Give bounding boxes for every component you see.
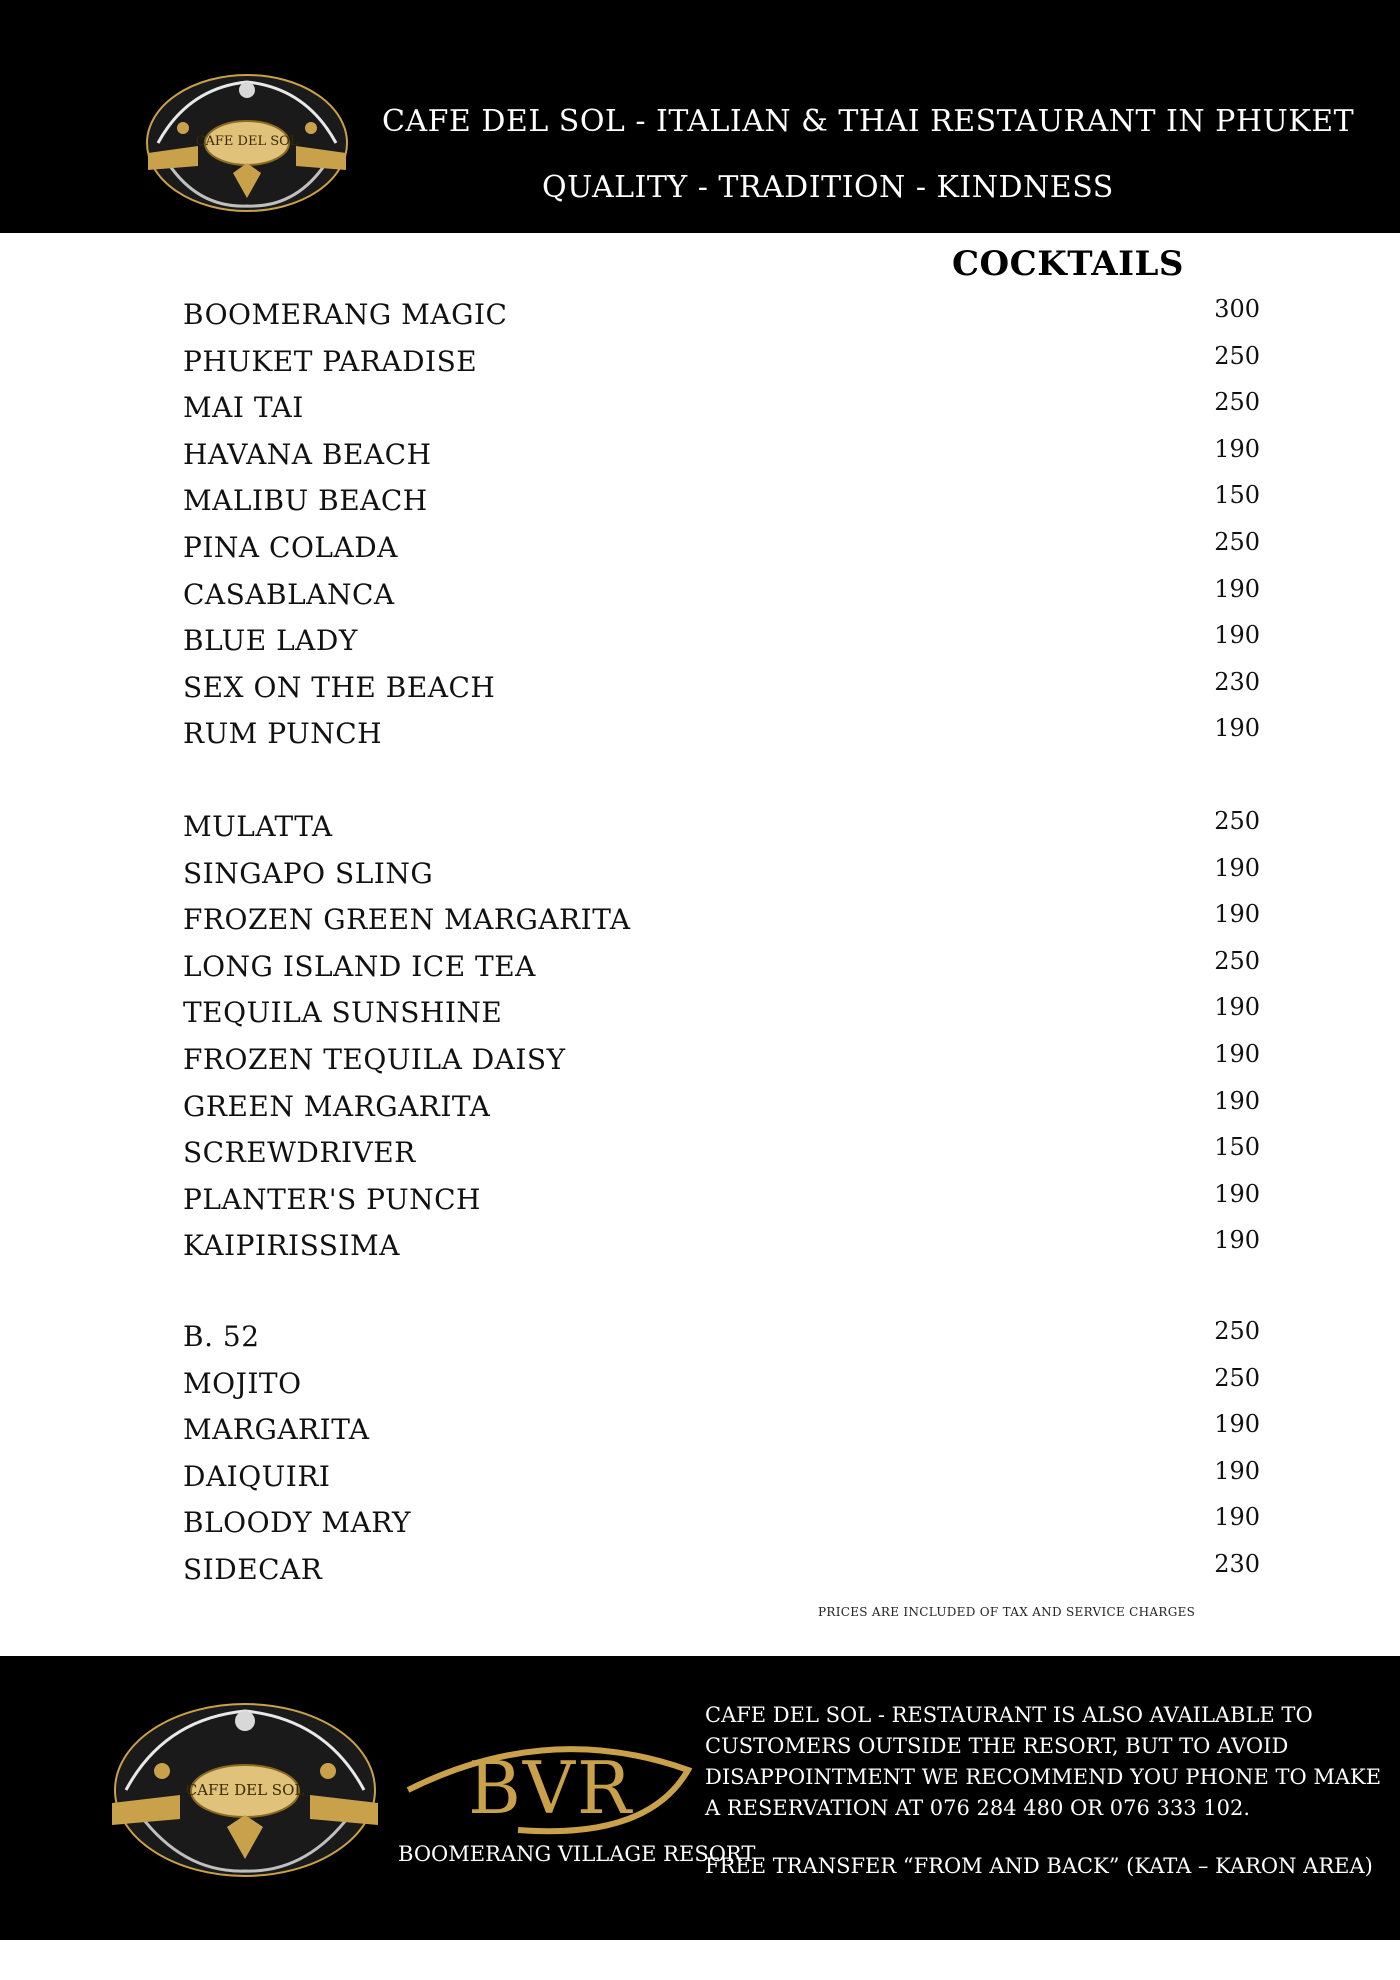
menu-item-name: RUM PUNCH	[183, 717, 383, 751]
menu-item-price: 150	[1214, 481, 1260, 510]
menu-item-name: SEX ON THE BEACH	[183, 670, 496, 704]
menu-item	[183, 1503, 1260, 1546]
menu-item-name: BLUE LADY	[183, 624, 358, 658]
menu-item-price: 190	[1214, 853, 1260, 882]
menu-item	[183, 1363, 1260, 1407]
menu-item-name: PHUKET PARADISE	[183, 344, 478, 378]
menu-item-price: 190	[1214, 1040, 1260, 1068]
header-band	[0, 0, 1400, 233]
menu-item	[183, 714, 1260, 757]
menu-item-price: 250	[1214, 341, 1260, 370]
menu-item-name: MAI TAI	[183, 391, 304, 425]
menu-item-name: GREEN MARGARITA	[183, 1089, 491, 1123]
menu-item-name: LONG ISLAND ICE TEA	[183, 949, 536, 983]
menu-item-name: B. 52	[183, 1320, 260, 1353]
section-title: COCKTAILS	[952, 244, 1184, 284]
menu-item	[183, 853, 1260, 897]
menu-item-name: CASABLANCA	[183, 577, 395, 611]
menu-item	[183, 1086, 1260, 1130]
menu-item	[183, 1456, 1260, 1500]
bvr-logo	[398, 1730, 756, 1880]
menu-item-price: 250	[1214, 388, 1260, 417]
logo-label: CAFE DEL SOL	[195, 134, 299, 149]
menu-item-price: 230	[1214, 1550, 1260, 1578]
menu-item-name: SIDECAR	[183, 1553, 323, 1586]
menu-item	[183, 1410, 1260, 1453]
menu-item-name: BOOMERANG MAGIC	[183, 298, 508, 331]
reservation-info: CAFE DEL SOL - RESTAURANT IS ALSO AVAILABLE TO CUSTOMERS OUTSIDE THE RESORT, BUT TO AVOID DISAPPOINTMENT WE RECOMMEND YOU PHONE TO MAKE A RESERVATION AT 076 284 480 OR 076 333 102.	[705, 1703, 1382, 1820]
transfer-info: FREE TRANSFER “FROM AND BACK” (KATA – KARON AREA)	[705, 1854, 1373, 1878]
menu-item	[183, 993, 1260, 1036]
price-note: PRICES ARE INCLUDED OF TAX AND SERVICE CHARGES	[818, 1605, 1196, 1619]
menu-item-price: 190	[1214, 900, 1260, 929]
menu-item-price: 190	[1214, 1503, 1260, 1532]
menu-item-price: 150	[1214, 1133, 1260, 1162]
menu-item	[183, 341, 1260, 385]
menu-item-price: 190	[1214, 1456, 1260, 1485]
restaurant-logo	[138, 68, 356, 218]
menu-item-price: 250	[1214, 807, 1260, 835]
menu-item	[183, 481, 1260, 524]
menu-item-price: 190	[1214, 1410, 1260, 1439]
menu-item-price: 190	[1214, 1086, 1260, 1115]
menu-item-name: SINGAPO SLING	[183, 856, 434, 890]
menu-item	[183, 1040, 1260, 1083]
menu-item	[183, 807, 1260, 850]
footer-logo-label: CAFE DEL SOL	[185, 1781, 305, 1799]
menu-item	[183, 946, 1260, 990]
menu-item	[183, 667, 1260, 711]
menu-item-name: MARGARITA	[183, 1413, 370, 1447]
menu-item-name: FROZEN GREEN MARGARITA	[183, 903, 631, 937]
menu-item-name: HAVANA BEACH	[183, 437, 432, 471]
menu-item	[183, 528, 1260, 571]
menu-item-name: BLOODY MARY	[183, 1506, 412, 1540]
menu-item-price: 230	[1214, 667, 1260, 696]
menu-item-name: PINA COLADA	[183, 531, 398, 564]
menu-item	[183, 1226, 1260, 1269]
menu-item-name: PLANTER'S PUNCH	[183, 1182, 481, 1216]
restaurant-tagline: QUALITY - TRADITION - KINDNESS	[542, 170, 1114, 205]
menu-item	[183, 621, 1260, 664]
menu-item	[183, 1179, 1260, 1223]
menu-item	[183, 574, 1260, 618]
menu-item-name: FROZEN TEQUILA DAISY	[183, 1043, 566, 1076]
menu-item-price: 250	[1214, 946, 1260, 975]
menu-item-price: 300	[1214, 295, 1260, 323]
menu-item-price: 250	[1214, 528, 1260, 556]
menu-item-price: 190	[1214, 621, 1260, 650]
menu-item-name: TEQUILA SUNSHINE	[183, 996, 503, 1030]
menu-item-price: 190	[1214, 574, 1260, 603]
menu-item-name: MALIBU BEACH	[183, 484, 428, 518]
menu-item	[183, 434, 1260, 478]
menu-item-price: 190	[1214, 993, 1260, 1022]
menu-item-price: 250	[1214, 1363, 1260, 1392]
menu-item	[183, 900, 1260, 943]
resort-name: BOOMERANG VILLAGE RESORT	[398, 1842, 756, 1866]
menu-item	[183, 388, 1260, 431]
restaurant-title: CAFE DEL SOL - ITALIAN & THAI RESTAURANT IN PHUKET	[382, 104, 1355, 139]
menu-item-name: MOJITO	[183, 1366, 302, 1400]
menu-item-price: 190	[1214, 1179, 1260, 1208]
menu-item-price: 250	[1214, 1317, 1260, 1345]
menu-item-name: SCREWDRIVER	[183, 1136, 416, 1170]
bvr-letters: BVR	[468, 1746, 634, 1830]
footer-restaurant-logo	[104, 1695, 386, 1885]
menu-item-price: 190	[1214, 434, 1260, 463]
menu-item	[183, 1550, 1260, 1593]
menu-item	[183, 1133, 1260, 1176]
menu-item	[183, 295, 1260, 338]
menu-item-price: 190	[1214, 1226, 1260, 1255]
menu-item	[183, 1317, 1260, 1360]
menu-item-name: DAIQUIRI	[183, 1459, 331, 1493]
menu-item-name: MULATTA	[183, 810, 333, 843]
menu-item-price: 190	[1214, 714, 1260, 743]
menu-item-name: KAIPIRISSIMA	[183, 1229, 400, 1263]
